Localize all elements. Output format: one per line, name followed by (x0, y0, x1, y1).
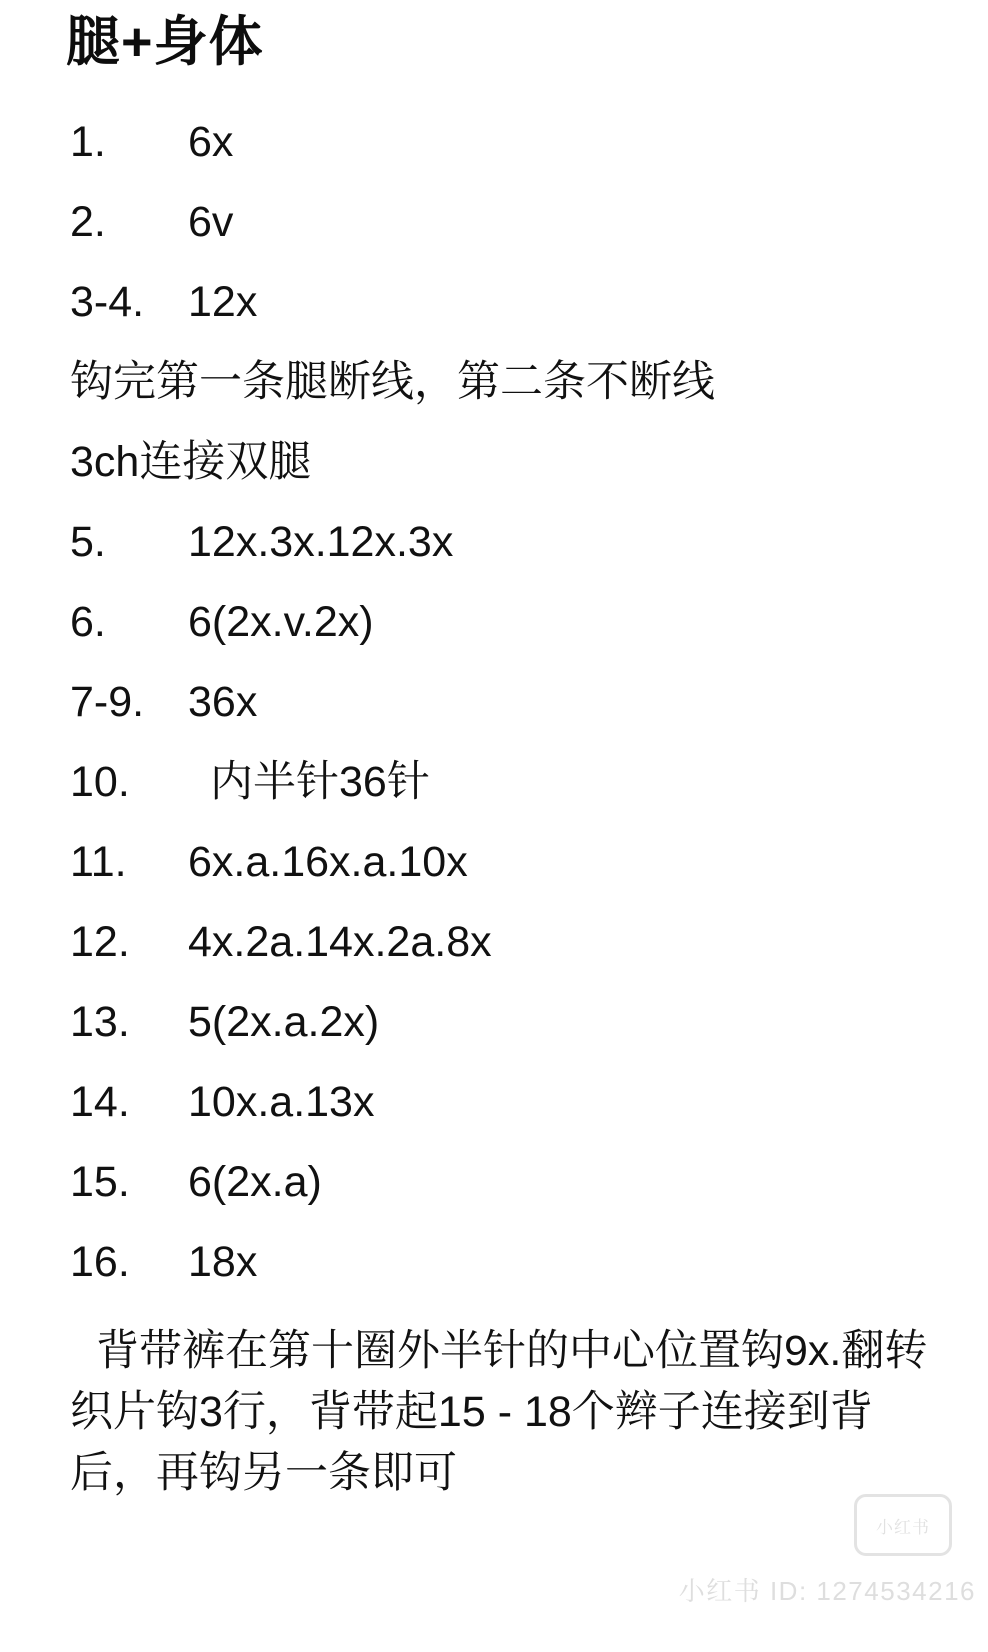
pattern-row (70, 1237, 988, 1286)
watermark-logo: 小红书 (854, 1494, 952, 1556)
row-text: 钩完第一条腿断线，第二条不断线 (70, 357, 715, 406)
pattern-row (70, 677, 988, 726)
pattern-row (70, 917, 988, 966)
pattern-row (70, 997, 988, 1046)
pattern-row (70, 117, 988, 166)
row-text: 内半针36针 (210, 757, 430, 806)
pattern-row (70, 1077, 988, 1126)
row-number: 1. (70, 117, 106, 166)
row-text: 5(2x.a.2x) (188, 997, 380, 1046)
row-number: 10. (70, 757, 130, 806)
pattern-row (70, 597, 988, 646)
row-number: 5. (70, 517, 106, 566)
row-number: 13. (70, 997, 130, 1046)
row-text: 3ch连接双腿 (70, 437, 312, 486)
pattern-row (70, 197, 988, 246)
row-number: 12. (70, 917, 130, 966)
row-number: 16. (70, 1237, 130, 1286)
watermark-id: 小红书 ID: 1274534216 (678, 1576, 976, 1606)
row-number: 7-9. (70, 677, 145, 726)
row-text: 6x (188, 117, 234, 166)
pattern-row (70, 757, 988, 806)
pattern-row (70, 1157, 988, 1206)
page-title: 腿+身体 (66, 12, 264, 72)
row-text: 10x.a.13x (188, 1077, 375, 1126)
row-number: 6. (70, 597, 106, 646)
row-text: 36x (188, 677, 258, 726)
row-number: 11. (70, 837, 127, 886)
row-text: 12x.3x.12x.3x (188, 517, 454, 566)
row-number: 15. (70, 1157, 130, 1206)
pattern-row-list (0, 117, 988, 1286)
row-text: 6x.a.16x.a.10x (188, 837, 468, 886)
pattern-footer-note (0, 1321, 988, 1504)
row-text: 6v (188, 197, 234, 246)
row-number: 2. (70, 197, 106, 246)
row-text: 6(2x.v.2x) (188, 597, 374, 646)
pattern-note-row (70, 437, 988, 486)
pattern-row (70, 837, 988, 886)
row-number: 14. (70, 1077, 130, 1126)
row-text: 4x.2a.14x.2a.8x (188, 917, 492, 966)
row-number: 3-4. (70, 277, 145, 326)
row-text: 12x (188, 277, 258, 326)
row-text: 18x (188, 1237, 258, 1286)
footer-note-text: 背带裤在第十圈外半针的中心位置钩9x.翻转织片钩3行，背带起15 - 18个辫子连接到背后，再钩另一条即可 (70, 1326, 928, 1497)
pattern-row (70, 517, 988, 566)
row-text: 6(2x.a) (188, 1157, 322, 1206)
pattern-note-row (70, 357, 988, 406)
pattern-row (70, 277, 988, 326)
